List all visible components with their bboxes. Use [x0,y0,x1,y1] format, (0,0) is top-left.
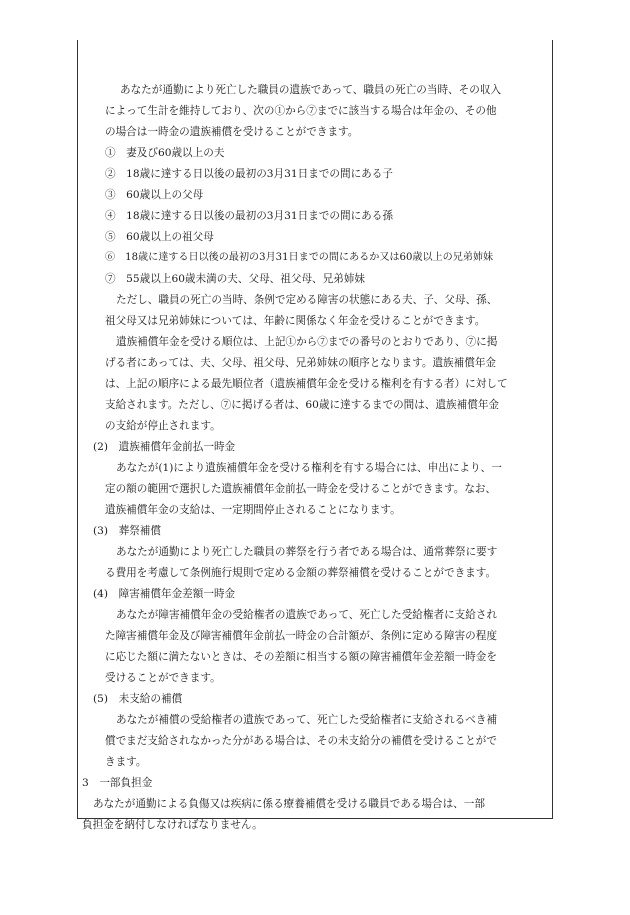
list-item: ⑤ 60歳以上の祖父母 [105,231,214,243]
text-line: 遺族補償年金を受ける順位は、上記①から⑦までの番号のとおりであり、⑦に掲 [116,336,498,348]
text-line: は、上記の順序による最先順位者（遺族補償年金を受ける権利を有する者）に対して [105,378,508,390]
text-line: の支給が停止されます。 [105,420,221,432]
text-line: あなたが(1)により遺族補償年金を受ける権利を有する場合には、申出により、一 [116,462,502,474]
section-heading: 3 一部負担金 [82,777,153,789]
section-heading: (4) 障害補償年金差額一時金 [93,588,236,600]
section-heading: (2) 遺族補償年金前払一時金 [93,441,236,453]
section-heading: (3) 葬祭補償 [93,525,161,537]
text-line: 祖父母又は兄弟姉妹については、年齢に関係なく年金を受けることができます。 [105,315,486,327]
text-line: あなたが通勤により死亡した職員の葬祭を行う者である場合は、通常葬祭に要す [116,546,498,558]
text-line: 償でまだ支給されなかった分がある場合は、その未支給分の補償を受けることがで [105,735,497,747]
text-line: に応じた額に満たないときは、その差額に相当する額の障害補償年金差額一時金を [105,651,497,663]
text-line: る費用を考慮して条例施行規則で定める金額の葬祭補償を受けることができます。 [105,567,497,579]
list-item: ⑦ 55歳以上60歳未満の夫、父母、祖父母、兄弟姉妹 [105,273,366,285]
text-line: ただし、職員の死亡の当時、条例で定める障害の状態にある夫、子、父母、孫、 [116,294,498,306]
list-item: ④ 18歳に達する日以後の最初の3月31日までの間にある孫 [105,210,393,222]
text-line: 負担金を納付しなければなりません。 [82,819,263,831]
list-item: ③ 60歳以上の父母 [105,189,204,201]
list-item: ⑥ 18歳に達する日以後の最初の3月31日までの間にあるか又は60歳以上の兄弟姉妹 [105,252,494,263]
list-item: ② 18歳に達する日以後の最初の3月31日までの間にある子 [105,168,393,180]
list-item: ① 妻及び60歳以上の夫 [105,147,225,159]
text-line: げる者にあっては、夫、父母、祖父母、兄弟姉妹の順序となります。遺族補償年金 [105,357,497,369]
text-line: あなたが障害補償年金の受給権者の遺族であって、死亡した受給権者に支給され [116,609,498,621]
text-line: によって生計を維持しており、次の①から⑦までに該当する場合は年金の、その他 [105,105,497,117]
text-line: あなたが補償の受給権者の遺族であって、死亡した受給権者に支給されるべき補 [116,714,498,726]
text-line: 遺族補償年金の支給は、一定期間停止されることになります。 [105,504,401,516]
text-line: あなたが通勤による負傷又は疾病に係る療養補償を受ける職員である場合は、一部 [93,798,485,810]
text-line: きます。 [105,756,147,768]
text-line: あなたが通勤により死亡した職員の遺族であって、職員の死亡の当時、その収入 [120,84,502,96]
text-line: の場合は一時金の遺族補償を受けることができます。 [105,126,359,138]
text-line: 定の額の範囲で選択した遺族補償年金前払一時金を受けることができます。なお、 [105,483,497,495]
text-line: 受けることができます。 [105,672,221,684]
text-line: た障害補償年金及び障害補償年金前払一時金の合計額が、条例に定める障害の程度 [105,630,497,642]
section-heading: (5) 未支給の補償 [93,693,183,705]
text-line: 支給されます。ただし、⑦に掲げる者は、60歳に達するまでの間は、遺族補償年金 [105,399,500,411]
